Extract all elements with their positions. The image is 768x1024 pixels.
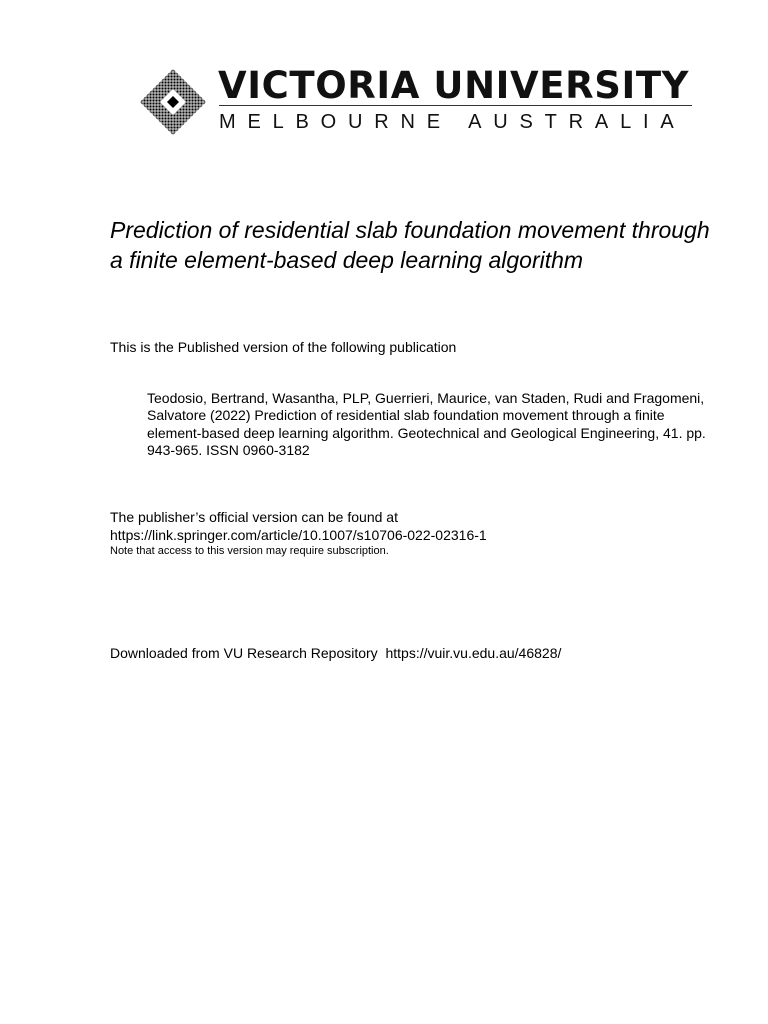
publisher-intro: The publisher’s official version can be found at	[110, 509, 398, 525]
publisher-info	[110, 509, 487, 558]
diamond-logo-icon	[140, 69, 206, 135]
logo-divider	[219, 105, 692, 106]
publication-intro: This is the Published version of the following publication	[110, 339, 457, 355]
citation: Teodosio, Bertrand, Wasantha, PLP, Guerrieri, Maurice, van Staden, Rudi and Fragomeni, Salvatore (2022) Prediction of residential slab foundation movement through a finite element-based deep learning algorithm. Geotechnical and Geological Engineering, 41. pp. 943-965. ISSN 0960-3182	[147, 390, 706, 458]
publisher-link[interactable]: https://link.springer.com/article/10.1007/s10706-022-02316-1	[110, 526, 487, 543]
logo-subtitle: MELBOURNE AUSTRALIA	[219, 111, 686, 133]
logo-title: VICTORIA UNIVERSITY	[218, 64, 690, 107]
repository-link[interactable]: https://vuir.vu.edu.au/46828/	[385, 645, 562, 661]
downloaded-label: Downloaded from VU Research Repository	[110, 645, 378, 661]
repository-line	[110, 645, 561, 662]
access-note: Note that access to this version may require subscription.	[110, 545, 389, 557]
document-title: Prediction of residential slab foundation movement through a finite element-based deep learning algorithm	[110, 217, 710, 273]
